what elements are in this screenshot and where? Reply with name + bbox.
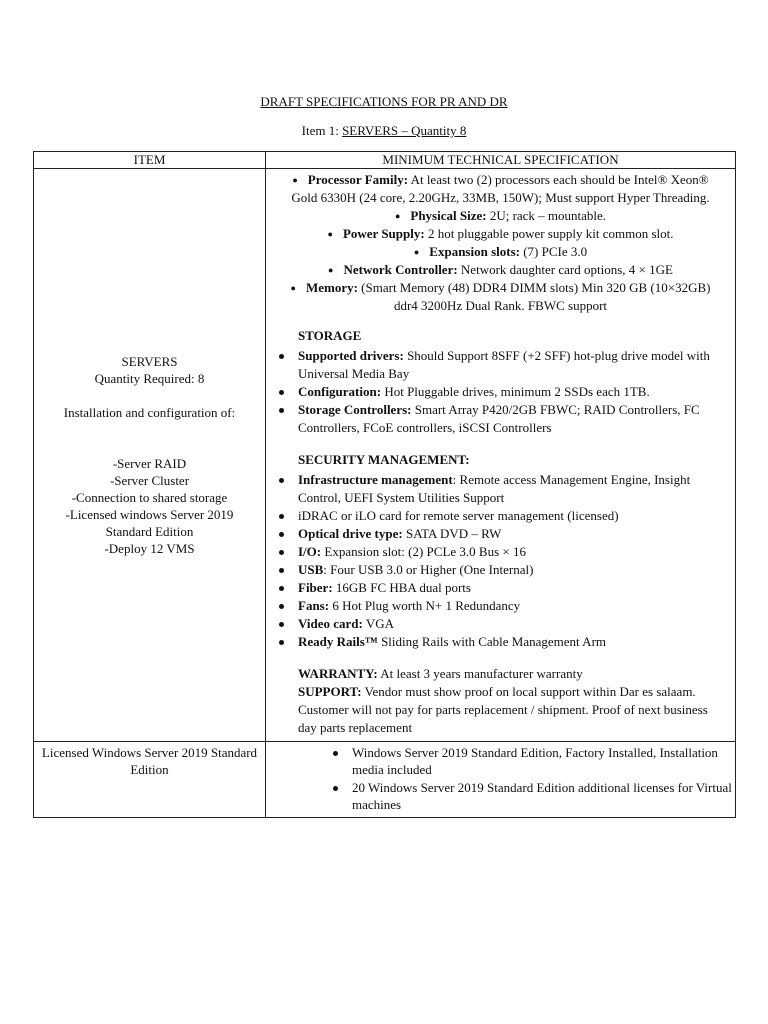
spec-text: VGA	[362, 616, 395, 631]
windows-spec-list	[266, 744, 735, 813]
windows-item-text: Licensed Windows Server 2019 Standard Edition	[41, 745, 258, 777]
spec-text: (7) PCIe 3.0	[519, 244, 588, 259]
storage-heading: STORAGE	[298, 328, 362, 343]
spec-label: Fiber:	[298, 580, 333, 595]
spec-label: Optical drive type:	[298, 526, 403, 541]
spec-text: iDRAC or iLO card for remote server management (licensed)	[298, 508, 619, 523]
list-item	[298, 347, 725, 383]
header-item: ITEM	[34, 152, 266, 169]
spec-label: I/O:	[298, 544, 322, 559]
list-item	[276, 171, 725, 207]
spec-label: Physical Size:	[410, 208, 487, 223]
spec-text: Should Support 8SFF (+2 SFF) hot-plug drive model with Universal Media Bay	[298, 348, 710, 381]
spec-text: Sliding Rails with Cable Management Arm	[377, 634, 607, 649]
spec-label: Processor Family:	[307, 172, 409, 187]
list-item	[276, 243, 725, 261]
windows-spec-cell	[266, 742, 736, 818]
servers-item-cell	[34, 169, 266, 742]
list-item	[298, 543, 725, 561]
spec-table	[33, 151, 736, 818]
list-item: 20 Windows Server 2019 Standard Edition additional licenses for Virtual machines	[352, 779, 735, 813]
spec-text: At least two (2) processors each should be Intel® Xeon® Gold 6330H (24 core, 2.20GHz, 33MB, 150W); Must support Hyper Threading.	[291, 172, 710, 205]
spec-text: SATA DVD – RW	[402, 526, 502, 541]
spec-label: Memory:	[305, 280, 358, 295]
list-item	[298, 615, 725, 633]
spec-text: : Remote access Management Engine, Insight Control, UEFI System Utilities Support	[298, 472, 691, 505]
list-item	[298, 597, 725, 615]
spec-label: Infrastructure management	[298, 472, 453, 487]
spec-text: Expansion slot: (2) PCLe 3.0 Bus × 16	[321, 544, 526, 559]
general-spec-list	[276, 171, 725, 315]
list-item	[276, 225, 725, 243]
support-text: Vendor must show proof on local support within Dar es salaam.	[361, 684, 696, 699]
windows-item-cell	[34, 742, 266, 818]
support-label: SUPPORT:	[298, 684, 362, 699]
warranty-line	[298, 665, 725, 683]
spec-text: Network daughter card options, 4 × 1GE	[457, 262, 673, 277]
spec-label: Fans:	[298, 598, 330, 613]
table-header-row	[34, 152, 736, 169]
document-title: DRAFT SPECIFICATIONS FOR PR AND DR	[260, 94, 508, 109]
list-item	[298, 561, 725, 579]
bullet-icon: ●	[328, 265, 334, 275]
list-item: Windows Server 2019 Standard Edition, Factory Installed, Installation media included	[352, 744, 735, 778]
spec-label: Power Supply:	[342, 226, 425, 241]
item-heading	[0, 122, 768, 140]
header-spec: MINIMUM TECHNICAL SPECIFICATION	[266, 152, 736, 169]
list-item	[276, 207, 725, 225]
spec-label: Configuration:	[298, 384, 382, 399]
bullet-icon: ●	[292, 175, 298, 185]
bullet-icon: ●	[413, 247, 420, 257]
storage-spec-list	[276, 347, 725, 437]
table-row	[34, 742, 736, 818]
servers-item-text: SERVERS Quantity Required: 8 Installation and configuration of: -Server RAID -Server Cluster -Connection to shared storage -Licensed windows Server 2019 Standard Edition -Deploy 12 VMS	[63, 354, 236, 556]
warranty-text: At least 3 years manufacturer warranty	[377, 666, 583, 681]
list-item	[276, 279, 725, 315]
spec-label: Supported drivers:	[298, 348, 404, 363]
list-item	[298, 525, 725, 543]
bullet-icon: ●	[290, 283, 296, 293]
spec-label: Storage Controllers:	[298, 402, 412, 417]
list-item	[276, 261, 725, 279]
list-item	[298, 383, 725, 401]
spec-text: (Smart Memory (48) DDR4 DIMM slots) Min 320 GB (10×32GB) ddr4 3200Hz Dual Rank. FBWC support	[357, 280, 711, 313]
support-line	[298, 683, 725, 701]
list-item	[298, 401, 725, 437]
table-row	[34, 169, 736, 742]
spec-label: Expansion slots:	[429, 244, 520, 259]
spec-text: 16GB FC HBA dual ports	[332, 580, 471, 595]
spec-text: Smart Array P420/2GB FBWC; RAID Controllers, FC Controllers, FCoE controllers, iSCSI Controllers	[298, 402, 700, 435]
bullet-icon: ●	[394, 211, 401, 221]
spec-label: USB	[298, 562, 324, 577]
security-spec-list	[276, 471, 725, 651]
spec-text: : Four USB 3.0 or Higher (One Internal)	[323, 562, 534, 577]
list-item	[298, 633, 725, 651]
spec-label: Ready Rails™	[298, 634, 378, 649]
spec-label: Network Controller:	[343, 262, 458, 277]
security-heading: SECURITY MANAGEMENT:	[298, 452, 470, 467]
list-item	[298, 507, 725, 525]
item-name: SERVERS – Quantity 8	[342, 123, 467, 138]
warranty-label: WARRANTY:	[298, 666, 378, 681]
spec-label: Video card:	[298, 616, 363, 631]
list-item	[298, 579, 725, 597]
item-prefix: Item 1:	[301, 123, 343, 138]
spec-text: 2 hot pluggable power supply kit common slot.	[424, 226, 674, 241]
bullet-icon: ●	[327, 229, 333, 239]
spec-text: 2U; rack – mountable.	[486, 208, 607, 223]
servers-spec-cell	[266, 169, 736, 742]
spec-text: 6 Hot Plug worth N+ 1 Redundancy	[329, 598, 521, 613]
customer-line: Customer will not pay for parts replacement / shipment. Proof of next business day parts replacement	[298, 702, 708, 735]
spec-text: Hot Pluggable drives, minimum 2 SSDs each 1TB.	[381, 384, 650, 399]
list-item	[298, 471, 725, 507]
